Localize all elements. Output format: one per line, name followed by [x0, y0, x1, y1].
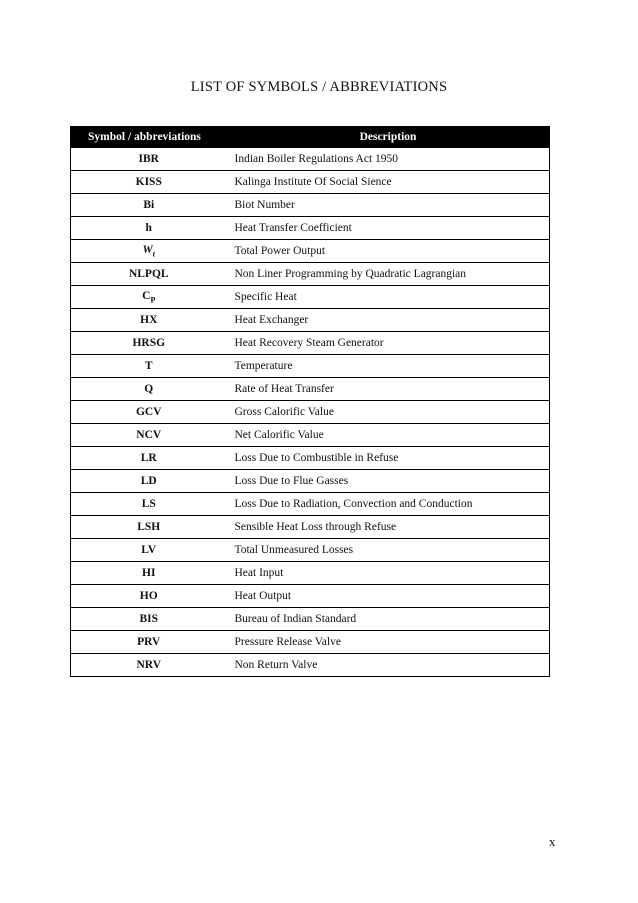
description-cell: Specific Heat [227, 286, 550, 309]
symbol-cell [71, 355, 227, 378]
symbol-text: IBR [138, 153, 159, 165]
symbol-text: LSH [137, 521, 161, 533]
description-cell: Indian Boiler Regulations Act 1950 [227, 148, 550, 171]
table-row [71, 194, 550, 217]
table-row [71, 240, 550, 263]
symbol-cell [71, 378, 227, 401]
table-row [71, 217, 550, 240]
symbol-cell [71, 171, 227, 194]
symbol-text: C [142, 289, 151, 302]
description-cell: Heat Recovery Steam Generator [227, 332, 550, 355]
symbol-text: h [145, 222, 152, 234]
symbol-cell [71, 562, 227, 585]
description-cell: Loss Due to Radiation, Convection and Conduction [227, 493, 550, 516]
table-row [71, 424, 550, 447]
column-header-description: Description [227, 127, 550, 148]
description-cell: Sensible Heat Loss through Refuse [227, 516, 550, 539]
table-row [71, 654, 550, 677]
symbol-cell [71, 309, 227, 332]
description-cell: Non Return Valve [227, 654, 550, 677]
symbol-text: Bi [143, 199, 155, 211]
symbol-text: PRV [137, 636, 161, 648]
table-row [71, 263, 550, 286]
symbol-cell [71, 447, 227, 470]
description-cell: Loss Due to Combustible in Refuse [227, 447, 550, 470]
symbol-cell [71, 194, 227, 217]
table-row [71, 516, 550, 539]
description-cell: Heat Output [227, 585, 550, 608]
symbol-cell [71, 654, 227, 677]
table-row [71, 631, 550, 654]
table-header-row [71, 127, 550, 148]
symbol-cell [71, 286, 227, 309]
symbol-cell [71, 631, 227, 654]
symbol-cell [71, 585, 227, 608]
description-cell: Bureau of Indian Standard [227, 608, 550, 631]
table-row [71, 355, 550, 378]
symbol-text: LV [141, 544, 157, 556]
symbol-cell [71, 470, 227, 493]
symbol-cell [71, 516, 227, 539]
symbol-text: HI [142, 567, 156, 579]
symbol-text: LS [141, 498, 156, 510]
table-row [71, 608, 550, 631]
symbol-text: HX [140, 314, 158, 326]
symbol-text: W [142, 243, 153, 256]
description-cell: Total Power Output [227, 240, 550, 263]
symbol-text: HRSG [132, 337, 166, 349]
page-number: x [549, 834, 556, 849]
symbol-text: Q [144, 383, 154, 395]
description-cell: Net Calorific Value [227, 424, 550, 447]
table-row [71, 470, 550, 493]
symbol-cell [71, 401, 227, 424]
table-row [71, 171, 550, 194]
symbol-text: KISS [135, 176, 162, 188]
symbol-text: T [144, 360, 153, 372]
symbol-cell [71, 332, 227, 355]
table-row [71, 309, 550, 332]
table-row [71, 401, 550, 424]
symbol-cell [71, 493, 227, 516]
symbol-subscript: t [152, 249, 155, 259]
column-header-symbol: Symbol / abbreviations [71, 127, 227, 148]
description-cell: Gross Calorific Value [227, 401, 550, 424]
symbol-text: LR [140, 452, 157, 464]
table-row [71, 332, 550, 355]
page-title: LIST OF SYMBOLS / ABBREVIATIONS [190, 79, 448, 95]
symbol-text: GCV [135, 406, 162, 418]
description-cell: Non Liner Programming by Quadratic Lagrangian [227, 263, 550, 286]
table-row [71, 447, 550, 470]
symbol-text: LD [140, 475, 157, 487]
table-row [71, 585, 550, 608]
description-cell: Heat Input [227, 562, 550, 585]
description-cell: Heat Transfer Coefficient [227, 217, 550, 240]
symbol-text: NLPQL [128, 268, 169, 280]
symbol-cell [71, 263, 227, 286]
symbol-cell [71, 608, 227, 631]
description-cell: Rate of Heat Transfer [227, 378, 550, 401]
symbols-table [70, 126, 550, 677]
description-cell: Heat Exchanger [227, 309, 550, 332]
table-row [71, 286, 550, 309]
description-cell: Total Unmeasured Losses [227, 539, 550, 562]
symbol-text: NCV [136, 429, 162, 441]
symbol-text: BIS [139, 613, 159, 625]
symbol-cell [71, 148, 227, 171]
symbol-text: HO [139, 590, 158, 602]
symbol-cell [71, 217, 227, 240]
symbol-cell [71, 539, 227, 562]
table-row [71, 148, 550, 171]
symbol-text: NRV [136, 659, 161, 671]
table-row [71, 493, 550, 516]
description-cell: Temperature [227, 355, 550, 378]
symbol-cell [71, 424, 227, 447]
table-row [71, 539, 550, 562]
symbol-subscript: P [150, 295, 156, 305]
table-row [71, 378, 550, 401]
description-cell: Kalinga Institute Of Social Sience [227, 171, 550, 194]
table-row [71, 562, 550, 585]
description-cell: Pressure Release Valve [227, 631, 550, 654]
description-cell: Biot Number [227, 194, 550, 217]
description-cell: Loss Due to Flue Gasses [227, 470, 550, 493]
symbol-cell [71, 240, 227, 263]
